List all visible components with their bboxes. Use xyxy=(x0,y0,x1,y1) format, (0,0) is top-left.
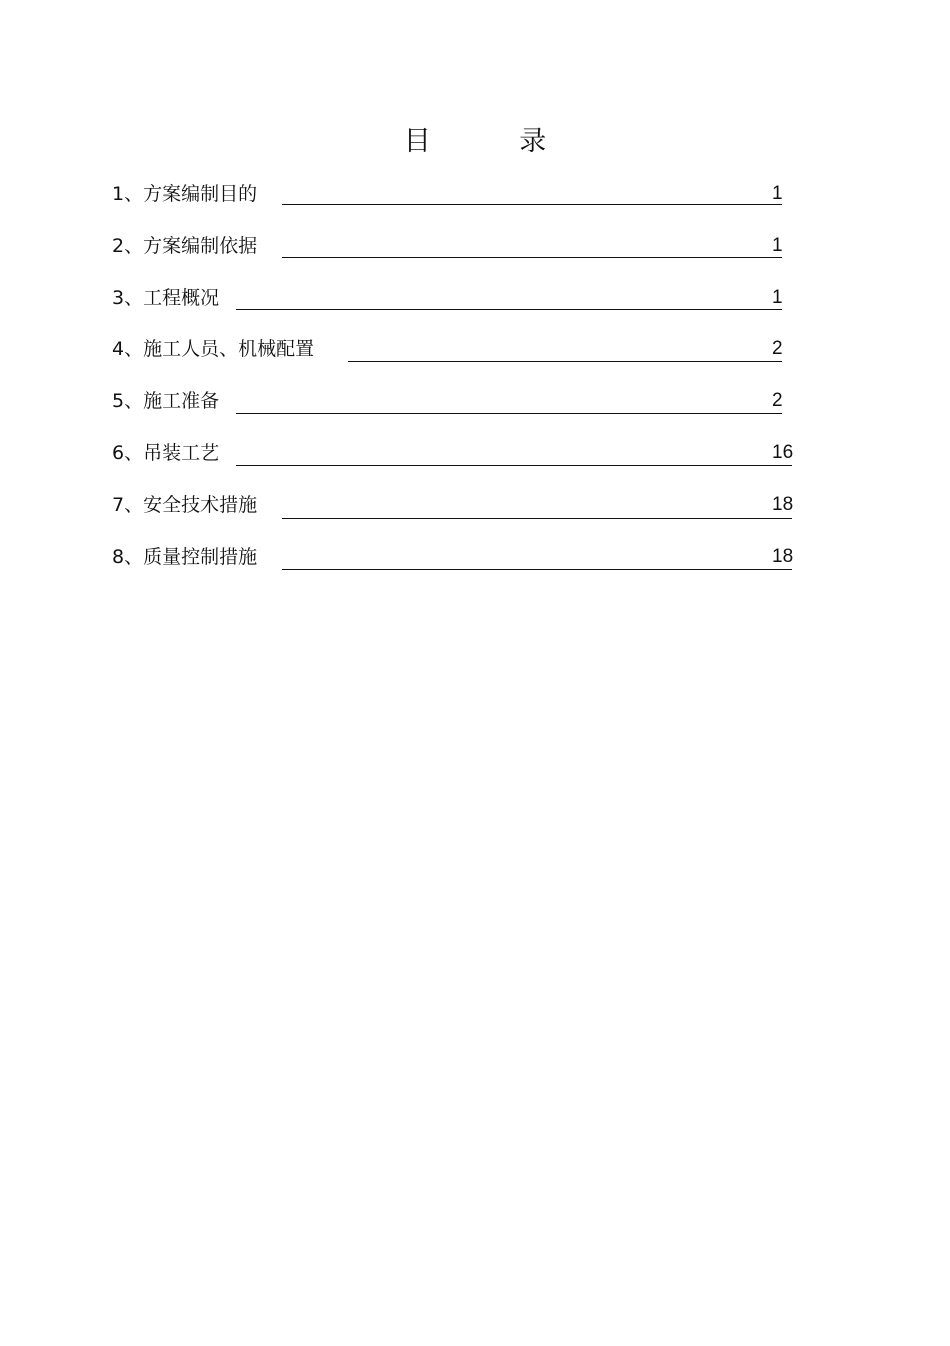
toc-entry-label: 1、方案编制目的 xyxy=(112,183,258,205)
toc-title: 目 录 xyxy=(403,126,587,157)
toc-entry-label: 3、工程概况 xyxy=(112,287,220,309)
toc-entry-label: 5、施工准备 xyxy=(112,390,220,412)
toc-leader-line xyxy=(282,204,782,205)
toc-entry-page: 1 xyxy=(772,183,783,204)
toc-leader-line xyxy=(282,569,792,570)
toc-entry-page: 18 xyxy=(772,546,794,567)
toc-leader-line xyxy=(236,413,782,414)
toc-entry-page: 1 xyxy=(772,235,783,256)
toc-entry-label: 4、施工人员、机械配置 xyxy=(112,338,315,360)
toc-entry-page: 2 xyxy=(772,338,783,359)
toc-entry-label: 8、质量控制措施 xyxy=(112,546,258,568)
toc-entry-page: 2 xyxy=(772,390,783,411)
toc-entry-label: 6、吊装工艺 xyxy=(112,442,220,464)
toc-leader-line xyxy=(348,361,782,362)
toc-entry-page: 1 xyxy=(772,287,783,308)
toc-leader-line xyxy=(236,309,782,310)
toc-entry-label: 2、方案编制依据 xyxy=(112,235,258,257)
toc-entry-label: 7、安全技术措施 xyxy=(112,494,258,516)
toc-leader-line xyxy=(282,518,792,519)
toc-leader-line xyxy=(282,257,782,258)
toc-leader-line xyxy=(236,465,792,466)
toc-entry-page: 18 xyxy=(772,494,794,515)
toc-entry-page: 16 xyxy=(772,442,794,463)
